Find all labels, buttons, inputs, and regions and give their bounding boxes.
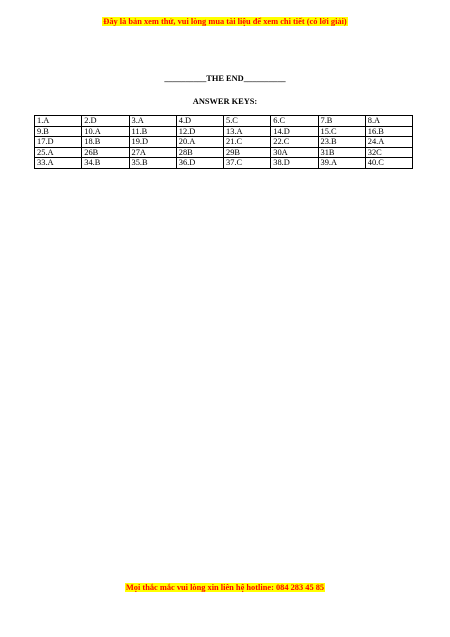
answer-key-cell: 27A (129, 147, 176, 158)
answer-key-cell: 32C (365, 147, 412, 158)
answer-key-cell: 19.D (129, 137, 176, 148)
table-row (35, 126, 413, 137)
answer-key-cell: 40.C (365, 158, 412, 169)
answer-key-cell: 39.A (318, 158, 365, 169)
table-row (35, 147, 413, 158)
answer-key-cell: 16.B (365, 126, 412, 137)
answer-key-cell: 17.D (35, 137, 82, 148)
answer-key-cell: 33.A (35, 158, 82, 169)
answer-keys-table (34, 115, 413, 169)
answer-key-cell: 2.D (82, 116, 129, 127)
hotline-text: Mọi thắc mắc vui lòng xin liên hệ hotline: 084 283 45 85 (125, 583, 325, 592)
answer-key-cell: 35.B (129, 158, 176, 169)
answer-key-cell: 21.C (224, 137, 271, 148)
answer-key-cell: 4.D (176, 116, 223, 127)
preview-notice-text: Đây là bản xem thử, vui lòng mua tài liệu để xem chi tiết (có lời giải) (103, 17, 347, 26)
answer-key-cell: 20.A (176, 137, 223, 148)
answer-key-cell: 38.D (271, 158, 318, 169)
answer-key-cell: 14.D (271, 126, 318, 137)
answer-key-cell: 37.C (224, 158, 271, 169)
answer-key-cell: 5.C (224, 116, 271, 127)
preview-notice-banner (0, 16, 450, 27)
answer-key-cell: 10.A (82, 126, 129, 137)
answer-key-cell: 13.A (224, 126, 271, 137)
answer-key-cell: 15.C (318, 126, 365, 137)
answer-key-cell: 34.B (82, 158, 129, 169)
answer-key-cell: 26B (82, 147, 129, 158)
answer-key-cell: 3.A (129, 116, 176, 127)
hotline-footer-banner (0, 582, 450, 593)
answer-key-cell: 23.B (318, 137, 365, 148)
table-row (35, 116, 413, 127)
table-row (35, 158, 413, 169)
answer-key-cell: 18.B (82, 137, 129, 148)
answer-key-cell: 9.B (35, 126, 82, 137)
answer-key-cell: 1.A (35, 116, 82, 127)
answer-key-cell: 28B (176, 147, 223, 158)
answer-key-cell: 36.D (176, 158, 223, 169)
answer-key-cell: 31B (318, 147, 365, 158)
answer-key-cell: 24.A (365, 137, 412, 148)
answer-key-cell: 6.C (271, 116, 318, 127)
answer-key-cell: 7.B (318, 116, 365, 127)
answer-key-cell: 30A (271, 147, 318, 158)
answer-keys-title: ANSWER KEYS: (192, 97, 258, 106)
answer-key-cell: 12.D (176, 126, 223, 137)
answer-key-cell: 25.A (35, 147, 82, 158)
answer-key-cell: 22.C (271, 137, 318, 148)
the-end-line: __________THE END__________ (164, 74, 286, 83)
answer-key-cell: 29B (224, 147, 271, 158)
answer-key-cell: 11.B (129, 126, 176, 137)
answer-key-cell: 8.A (365, 116, 412, 127)
table-row (35, 137, 413, 148)
